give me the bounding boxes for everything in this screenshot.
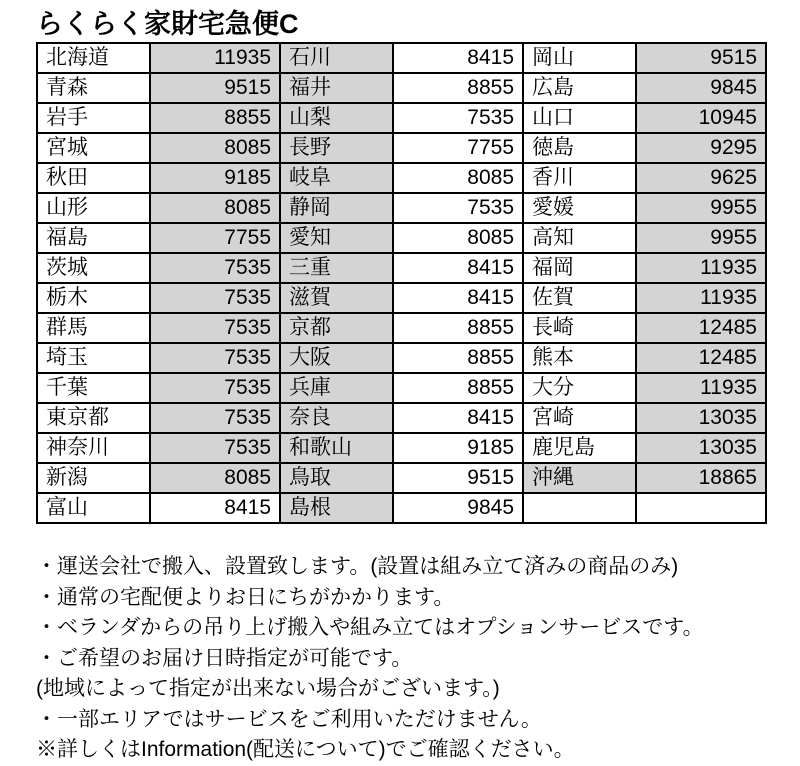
notes-list <box>36 552 776 766</box>
prefecture-cell: 奈良 <box>280 403 393 433</box>
price-cell: 12485 <box>636 343 766 373</box>
prefecture-cell: 香川 <box>523 163 636 193</box>
price-cell: 13035 <box>636 433 766 463</box>
empty-cell <box>636 493 766 523</box>
prefecture-cell: 高知 <box>523 223 636 253</box>
table-row <box>37 313 766 343</box>
price-cell: 7535 <box>150 403 280 433</box>
price-cell: 18865 <box>636 463 766 493</box>
shipping-rate-table <box>36 42 767 524</box>
price-cell: 9515 <box>393 463 523 493</box>
table-row <box>37 253 766 283</box>
prefecture-cell: 岡山 <box>523 43 636 73</box>
prefecture-cell: 愛媛 <box>523 193 636 223</box>
price-cell: 9955 <box>636 223 766 253</box>
prefecture-cell: 長野 <box>280 133 393 163</box>
note-item: ・運送会社で搬入、設置致します。(設置は組み立て済みの商品のみ) <box>36 555 679 578</box>
price-cell: 11935 <box>150 43 280 73</box>
prefecture-cell: 福岡 <box>523 253 636 283</box>
prefecture-cell: 群馬 <box>37 313 150 343</box>
price-cell: 8855 <box>393 313 523 343</box>
price-cell: 7755 <box>150 223 280 253</box>
prefecture-cell: 東京都 <box>37 403 150 433</box>
price-cell: 10945 <box>636 103 766 133</box>
prefecture-cell: 青森 <box>37 73 150 103</box>
prefecture-cell: 埼玉 <box>37 343 150 373</box>
table-row <box>37 73 766 103</box>
price-cell: 7535 <box>393 193 523 223</box>
price-cell: 8415 <box>393 403 523 433</box>
table-row <box>37 403 766 433</box>
price-cell: 8085 <box>393 163 523 193</box>
prefecture-cell: 岩手 <box>37 103 150 133</box>
prefecture-cell: 岐阜 <box>280 163 393 193</box>
note-item: ・一部エリアではサービスをご利用いただけません。 <box>36 707 542 731</box>
price-cell: 8855 <box>393 73 523 103</box>
price-cell: 7535 <box>150 373 280 403</box>
prefecture-cell: 北海道 <box>37 43 150 73</box>
prefecture-cell: 宮城 <box>37 133 150 163</box>
prefecture-cell: 福島 <box>37 223 150 253</box>
price-cell: 8415 <box>150 493 280 523</box>
note-item: ※詳しくはInformation(配送について)でご確認ください。 <box>36 738 575 761</box>
price-cell: 8855 <box>393 343 523 373</box>
table-row <box>37 133 766 163</box>
prefecture-cell: 鳥取 <box>280 463 393 493</box>
price-cell: 7535 <box>150 313 280 343</box>
price-cell: 9515 <box>150 73 280 103</box>
prefecture-cell: 富山 <box>37 493 150 523</box>
price-cell: 9845 <box>636 73 766 103</box>
prefecture-cell: 福井 <box>280 73 393 103</box>
note-item: ・ベランダからの吊り上げ搬入や組み立てはオプションサービスです。 <box>36 616 704 639</box>
table-row <box>37 283 766 313</box>
price-cell: 8855 <box>150 103 280 133</box>
price-cell: 9845 <box>393 493 523 523</box>
price-cell: 8415 <box>393 253 523 283</box>
price-cell: 8085 <box>150 463 280 493</box>
prefecture-cell: 神奈川 <box>37 433 150 463</box>
price-cell: 9515 <box>636 43 766 73</box>
prefecture-cell: 山梨 <box>280 103 393 133</box>
table-row <box>37 163 766 193</box>
prefecture-cell: 大阪 <box>280 343 393 373</box>
table-row <box>37 193 766 223</box>
price-cell: 9295 <box>636 133 766 163</box>
price-cell: 8415 <box>393 43 523 73</box>
price-cell: 7535 <box>150 433 280 463</box>
table-row <box>37 433 766 463</box>
price-cell: 12485 <box>636 313 766 343</box>
price-cell: 9185 <box>393 433 523 463</box>
price-cell: 8085 <box>150 193 280 223</box>
price-cell: 8085 <box>393 223 523 253</box>
table-row <box>37 343 766 373</box>
price-cell: 8855 <box>393 373 523 403</box>
prefecture-cell: 長崎 <box>523 313 636 343</box>
prefecture-cell: 千葉 <box>37 373 150 403</box>
prefecture-cell: 山口 <box>523 103 636 133</box>
table-body <box>37 43 766 523</box>
table-row <box>37 103 766 133</box>
prefecture-cell: 京都 <box>280 313 393 343</box>
prefecture-cell: 茨城 <box>37 253 150 283</box>
prefecture-cell: 秋田 <box>37 163 150 193</box>
prefecture-cell: 石川 <box>280 43 393 73</box>
prefecture-cell: 徳島 <box>523 133 636 163</box>
empty-cell <box>523 493 636 523</box>
prefecture-cell: 山形 <box>37 193 150 223</box>
prefecture-cell: 三重 <box>280 253 393 283</box>
table-row <box>37 373 766 403</box>
prefecture-cell: 愛知 <box>280 223 393 253</box>
prefecture-cell: 滋賀 <box>280 283 393 313</box>
prefecture-cell: 栃木 <box>37 283 150 313</box>
price-cell: 7535 <box>393 103 523 133</box>
table-row <box>37 493 766 523</box>
prefecture-cell: 島根 <box>280 493 393 523</box>
price-cell: 11935 <box>636 283 766 313</box>
price-cell: 13035 <box>636 403 766 433</box>
prefecture-cell: 新潟 <box>37 463 150 493</box>
price-cell: 9625 <box>636 163 766 193</box>
price-cell: 8415 <box>393 283 523 313</box>
note-item: ・ご希望のお届け日時指定が可能です。 <box>36 646 413 670</box>
prefecture-cell: 宮崎 <box>523 403 636 433</box>
price-cell: 7535 <box>150 343 280 373</box>
page-title: らくらく家財宅急便C <box>36 9 299 39</box>
price-cell: 7535 <box>150 253 280 283</box>
price-cell: 8085 <box>150 133 280 163</box>
prefecture-cell: 静岡 <box>280 193 393 223</box>
prefecture-cell: 和歌山 <box>280 433 393 463</box>
note-item: (地域によって指定が出来ない場合がございます。) <box>36 677 500 700</box>
price-cell: 11935 <box>636 253 766 283</box>
table-row <box>37 463 766 493</box>
price-cell: 11935 <box>636 373 766 403</box>
prefecture-cell: 鹿児島 <box>523 433 636 463</box>
prefecture-cell: 広島 <box>523 73 636 103</box>
prefecture-cell: 沖縄 <box>523 463 636 493</box>
price-cell: 9955 <box>636 193 766 223</box>
price-cell: 9185 <box>150 163 280 193</box>
prefecture-cell: 佐賀 <box>523 283 636 313</box>
price-cell: 7535 <box>150 283 280 313</box>
prefecture-cell: 大分 <box>523 373 636 403</box>
table-row <box>37 43 766 73</box>
note-item: ・通常の宅配便よりお日にちがかかります。 <box>36 585 455 609</box>
table-row <box>37 223 766 253</box>
price-cell: 7755 <box>393 133 523 163</box>
prefecture-cell: 兵庫 <box>280 373 393 403</box>
prefecture-cell: 熊本 <box>523 343 636 373</box>
